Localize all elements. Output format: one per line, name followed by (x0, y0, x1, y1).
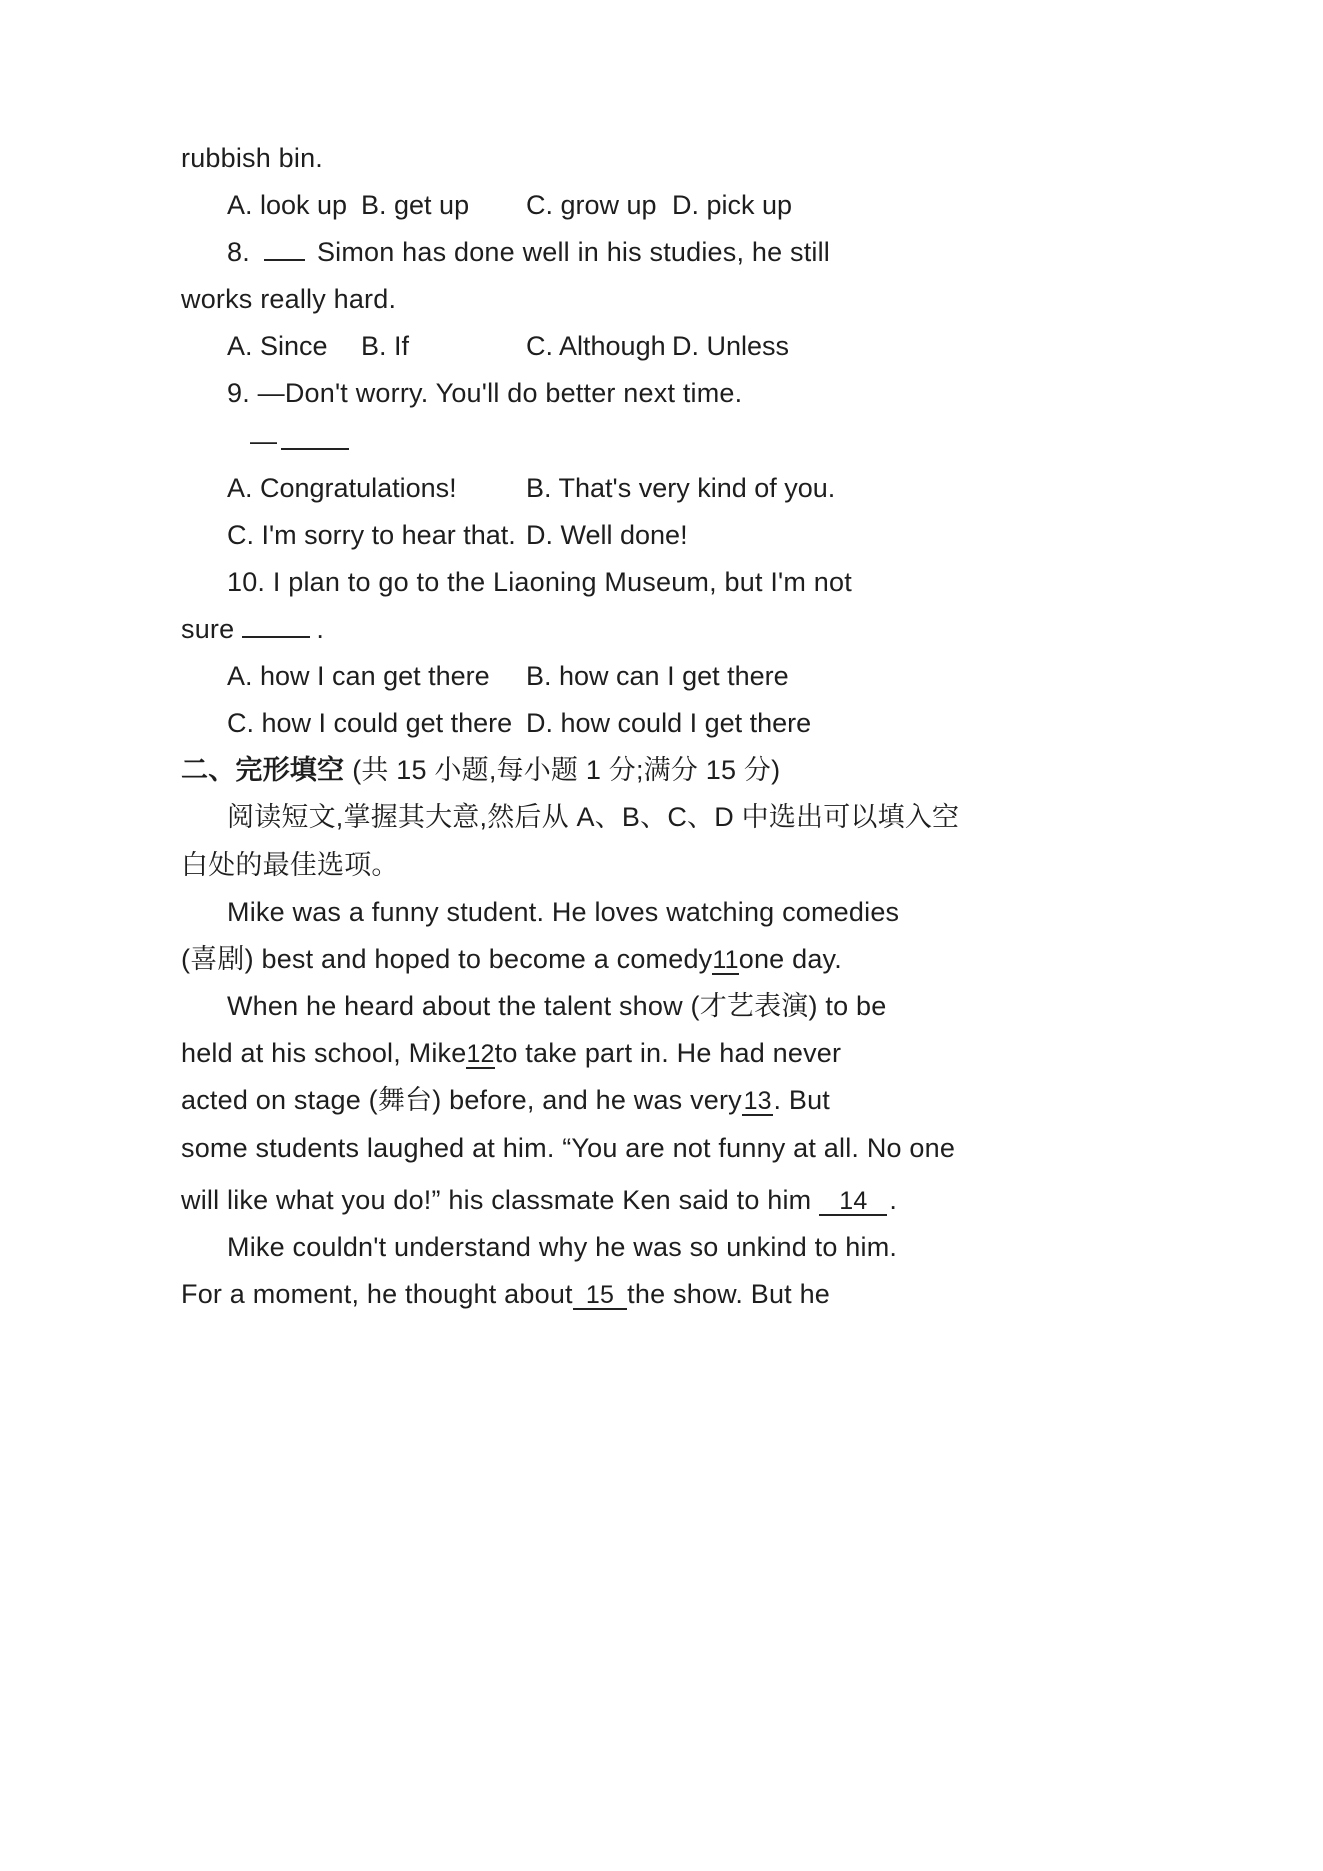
q9-blank (281, 422, 349, 450)
q8-option-c: C. Although (526, 331, 666, 361)
blank-13: 13 (743, 1087, 772, 1115)
q10-option-a: A. how I can get there (227, 661, 490, 691)
q7-continuation: rubbish bin. (181, 143, 323, 173)
q8-blank (264, 233, 305, 261)
q9-reply (250, 421, 349, 461)
q8-continuation: works really hard. (181, 284, 397, 314)
section-instructions-line1: 阅读短文,掌握其大意,然后从 A、B、C、D 中选出可以填入空 (227, 802, 960, 832)
passage-p1-text-b: one day. (738, 944, 842, 974)
q9-option-a: A. Congratulations! (227, 473, 457, 503)
passage-p2-line3 (181, 1080, 830, 1120)
passage-p1-text-a: (喜剧) best and hoped to become a comedy (181, 944, 713, 974)
passage-p2-text-f: . (889, 1185, 898, 1215)
blank-11: 11 (712, 946, 739, 974)
section-score: (共 15 小题,每小题 1 分;满分 15 分) (352, 755, 781, 785)
passage-p3-line2 (181, 1274, 830, 1314)
q8-number: 8. (227, 237, 250, 267)
q10-continuation (181, 609, 324, 649)
q8-stem (227, 232, 830, 272)
passage-p2-line1: When he heard about the talent show (才艺表演) to be (227, 991, 887, 1021)
passage-p1-line1: Mike was a funny student. He loves watching comedies (227, 897, 900, 927)
section-heading (181, 750, 780, 790)
q7-option-b: B. get up (361, 190, 470, 220)
q9-option-d: D. Well done! (526, 520, 688, 550)
q8-option-b: B. If (361, 331, 410, 361)
passage-p3-text-b: the show. But he (627, 1279, 830, 1309)
q9-dash: — (250, 426, 278, 456)
section-instructions-line2: 白处的最佳选项。 (181, 850, 399, 880)
section-title: 二、完形填空 (181, 755, 345, 785)
q10-option-c: C. how I could get there (227, 708, 513, 738)
q10-option-b: B. how can I get there (526, 661, 789, 691)
q10-period: . (316, 614, 325, 644)
q7-option-d: D. pick up (672, 190, 793, 220)
q7-option-c: C. grow up (526, 190, 657, 220)
q10-blank (242, 610, 310, 638)
passage-p2-line5 (181, 1180, 897, 1220)
q8-text: Simon has done well in his studies, he still (316, 237, 830, 267)
blank-15: 15 (573, 1282, 627, 1310)
q7-option-a: A. look up (227, 190, 348, 220)
passage-p3-text-a: For a moment, he thought about (181, 1279, 573, 1309)
q10-stem: 10. I plan to go to the Liaoning Museum, but I'm not (227, 567, 852, 597)
q10-sure: sure (181, 614, 235, 644)
blank-12: 12 (466, 1040, 495, 1068)
q9-option-c: C. I'm sorry to hear that. (227, 520, 516, 550)
q8-option-a: A. Since (227, 331, 328, 361)
q10-option-d: D. how could I get there (526, 708, 812, 738)
passage-p2-text-d: . But (773, 1085, 830, 1115)
q8-option-d: D. Unless (672, 331, 790, 361)
passage-p1-line2 (181, 939, 842, 979)
passage-p2-line2 (181, 1033, 842, 1073)
q9-stem: 9. —Don't worry. You'll do better next time. (227, 378, 743, 408)
passage-p2-text-c: acted on stage (舞台) before, and he was very (181, 1085, 742, 1115)
q9-option-b: B. That's very kind of you. (526, 473, 836, 503)
blank-14: 14 (819, 1188, 887, 1216)
passage-p2-text-b: to take part in. He had never (494, 1038, 842, 1068)
passage-p2-line4: some students laughed at him. “You are not funny at all. No one (181, 1133, 956, 1163)
passage-p2-text-e: will like what you do!” his classmate Ken said to him (181, 1185, 812, 1215)
passage-p3-line1: Mike couldn't understand why he was so unkind to him. (227, 1232, 898, 1262)
passage-p2-text-a: held at his school, Mike (181, 1038, 467, 1068)
